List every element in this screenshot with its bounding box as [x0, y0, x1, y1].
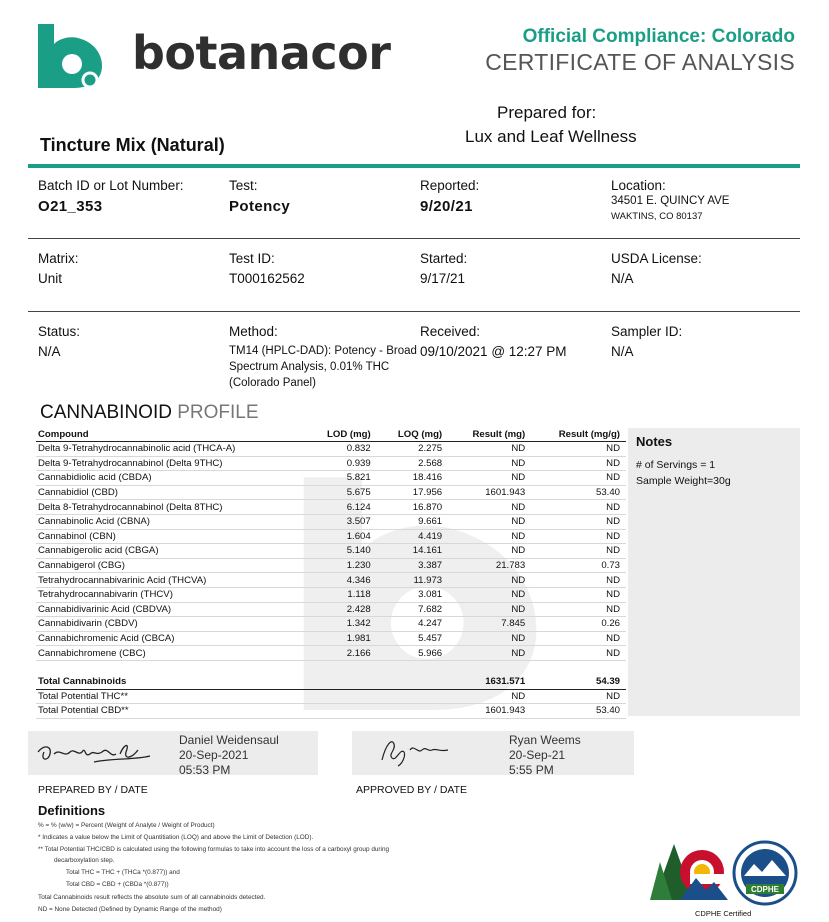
usda-label: USDA License:	[611, 251, 702, 266]
received-value: 09/10/2021 @ 12:27 PM	[420, 344, 567, 359]
location-label: Location:	[611, 178, 666, 193]
testid-label: Test ID:	[229, 251, 275, 266]
batch-value: O21_353	[38, 198, 103, 215]
table-cell: 2.568	[377, 456, 448, 471]
spacer-cell	[531, 660, 626, 674]
table-cell: ND	[448, 456, 531, 471]
table-row	[36, 544, 626, 559]
table-cell: 53.40	[531, 485, 626, 500]
table-cell: ND	[531, 456, 626, 471]
definition-line: * Indicates a value below the Limit of Quantitiation (LOQ) and above the Limit of Detection (LOD).	[38, 834, 314, 841]
table-cell: 0.832	[306, 442, 377, 457]
table-cell: 7.845	[448, 617, 531, 632]
batch-label: Batch ID or Lot Number:	[38, 178, 184, 193]
column-header: Result (mg)	[448, 428, 531, 442]
table-cell: ND	[531, 587, 626, 602]
compound-name: Tetrahydrocannabivarin (THCV)	[36, 587, 306, 602]
compound-name: Total Potential CBD**	[36, 704, 306, 719]
table-cell	[306, 689, 377, 704]
started-value: 9/17/21	[420, 271, 466, 286]
location-line2: WAKTINS, CO 80137	[611, 211, 703, 222]
table-cell: ND	[531, 544, 626, 559]
approver-signature-icon	[376, 734, 456, 768]
table-cell: 1.230	[306, 558, 377, 573]
notes-panel	[628, 428, 800, 716]
table-cell: 54.39	[531, 674, 626, 689]
definition-line: ND = None Detected (Defined by Dynamic Range of the method)	[38, 906, 222, 913]
compound-name: Delta 9-Tetrahydrocannabinolic acid (THCA-A)	[36, 442, 306, 457]
coa-title: CERTIFICATE OF ANALYSIS	[485, 49, 795, 75]
definition-line: Total THC = THC + (THCa *(0.877)) and	[66, 869, 180, 876]
test-label: Test:	[229, 178, 258, 193]
table-cell: 5.140	[306, 544, 377, 559]
compound-name: Cannabigerol (CBG)	[36, 558, 306, 573]
received-label: Received:	[420, 324, 481, 339]
table-cell: 1.342	[306, 617, 377, 632]
table-row	[36, 704, 626, 719]
method-line2: Spectrum Analysis, 0.01% THC	[229, 361, 390, 373]
compound-name: Cannabichromene (CBC)	[36, 646, 306, 661]
table-row	[36, 529, 626, 544]
table-row	[36, 587, 626, 602]
compound-name: Cannabidiol (CBD)	[36, 485, 306, 500]
table-row	[36, 558, 626, 573]
test-value: Potency	[229, 198, 291, 215]
table-cell: 0.73	[531, 558, 626, 573]
table-cell: ND	[531, 646, 626, 661]
approver-name: Ryan Weems	[509, 733, 581, 747]
reported-value: 9/20/21	[420, 198, 473, 215]
definition-line: ** Total Potential THC/CBD is calculated using the following formulas to take into account the loss of a carboxyl group during	[38, 846, 390, 853]
table-cell: 4.419	[377, 529, 448, 544]
compound-name: Total Cannabinoids	[36, 674, 306, 689]
spacer-cell	[377, 660, 448, 674]
table-cell: ND	[448, 529, 531, 544]
row-divider	[28, 238, 800, 239]
client-name: Lux and Leaf Wellness	[465, 127, 637, 146]
table-cell: 1601.943	[448, 704, 531, 719]
table-cell: ND	[448, 689, 531, 704]
notes-weight: Sample Weight=30g	[636, 475, 731, 487]
definition-line: % = % (w/w) = Percent (Weight of Analyte / Weight of Product)	[38, 822, 215, 829]
table-row	[36, 573, 626, 588]
spacer-cell	[36, 660, 306, 674]
table-cell: 17.956	[377, 485, 448, 500]
definition-line: Total CBD = CBD + (CBDa *(0.877))	[66, 881, 169, 888]
botanacor-logo-icon	[36, 22, 104, 88]
table-cell: 3.387	[377, 558, 448, 573]
approved-by-caption: APPROVED BY / DATE	[356, 784, 468, 796]
table-cell: ND	[448, 442, 531, 457]
compound-name: Cannabidivarin (CBDV)	[36, 617, 306, 632]
compound-name: Cannabichromenic Acid (CBCA)	[36, 631, 306, 646]
table-cell: 14.161	[377, 544, 448, 559]
table-body	[36, 442, 626, 719]
preparer-time: 05:53 PM	[179, 763, 231, 777]
table-cell: ND	[531, 500, 626, 515]
brand-name: botanacor	[132, 26, 391, 80]
definition-line: decarboxylation step.	[54, 857, 115, 864]
testid-value: T000162562	[229, 271, 305, 286]
column-header: Compound	[36, 428, 306, 442]
table-cell: 1.118	[306, 587, 377, 602]
compound-name: Delta 8-Tetrahydrocannabinol (Delta 8THC)	[36, 500, 306, 515]
table-cell: 5.457	[377, 631, 448, 646]
table-cell: ND	[448, 573, 531, 588]
header-divider	[28, 164, 800, 168]
column-header: LOQ (mg)	[377, 428, 448, 442]
spacer-cell	[448, 660, 531, 674]
table-cell: 0.26	[531, 617, 626, 632]
compound-name: Total Potential THC**	[36, 689, 306, 704]
table-cell: 18.416	[377, 471, 448, 486]
table-cell: ND	[448, 646, 531, 661]
location-line1: 34501 E. QUINCY AVE	[611, 195, 730, 207]
table-cell: 4.247	[377, 617, 448, 632]
table-cell: 2.428	[306, 602, 377, 617]
table-cell: 2.166	[306, 646, 377, 661]
compound-name: Delta 9-Tetrahydrocannabinol (Delta 9THC)	[36, 456, 306, 471]
status-value: N/A	[38, 344, 61, 359]
method-label: Method:	[229, 324, 278, 339]
cdphe-seal-icon	[732, 840, 798, 906]
table-row	[36, 617, 626, 632]
table-cell: ND	[531, 529, 626, 544]
table-cell: ND	[448, 544, 531, 559]
method-line3: (Colorado Panel)	[229, 377, 316, 389]
table-cell: 53.40	[531, 704, 626, 719]
method-line1: TM14 (HPLC-DAD): Potency - Broad	[229, 345, 417, 357]
table-cell: 5.675	[306, 485, 377, 500]
product-name: Tincture Mix (Natural)	[40, 135, 225, 155]
table-cell: ND	[448, 514, 531, 529]
table-row	[36, 485, 626, 500]
prepared-by-caption: PREPARED BY / DATE	[38, 784, 148, 796]
table-cell: 0.939	[306, 456, 377, 471]
sampler-label: Sampler ID:	[611, 324, 683, 339]
table-spacer-row	[36, 660, 626, 674]
table-cell	[306, 704, 377, 719]
table-cell: 2.275	[377, 442, 448, 457]
table-cell: 11.973	[377, 573, 448, 588]
table-cell: 3.507	[306, 514, 377, 529]
cannabinoid-table	[36, 428, 626, 719]
table-cell: 7.682	[377, 602, 448, 617]
table-cell: ND	[448, 631, 531, 646]
table-cell: ND	[531, 471, 626, 486]
cannabinoid-table-wrap	[36, 428, 626, 719]
table-cell	[377, 704, 448, 719]
table-cell: 1.604	[306, 529, 377, 544]
colorado-logo-icon	[650, 842, 730, 902]
table-row	[36, 674, 626, 689]
cdphe-certified-caption: CDPHE Certified	[695, 909, 752, 918]
compound-name: Cannabidivarinic Acid (CBDVA)	[36, 602, 306, 617]
compound-name: Cannabigerolic acid (CBGA)	[36, 544, 306, 559]
table-row	[36, 500, 626, 515]
cannabinoid-profile-title	[40, 402, 259, 424]
table-cell: ND	[531, 573, 626, 588]
approver-time: 5:55 PM	[509, 763, 554, 777]
table-cell: 1631.571	[448, 674, 531, 689]
table-cell: ND	[448, 471, 531, 486]
approver-date: 20-Sep-21	[509, 748, 566, 762]
table-cell: ND	[531, 514, 626, 529]
notes-servings: # of Servings = 1	[636, 459, 716, 471]
preparer-name: Daniel Weidensaul	[179, 733, 279, 747]
matrix-label: Matrix:	[38, 251, 79, 266]
started-label: Started:	[420, 251, 468, 266]
table-cell: 1.981	[306, 631, 377, 646]
table-row	[36, 442, 626, 457]
matrix-value: Unit	[38, 271, 63, 286]
definition-line: Total Cannabinoids result reflects the absolute sum of all cannabinoids detected.	[38, 894, 266, 901]
status-label: Status:	[38, 324, 81, 339]
table-cell: 4.346	[306, 573, 377, 588]
spacer-cell	[306, 660, 377, 674]
table-cell: ND	[448, 602, 531, 617]
compound-name: Cannabinol (CBN)	[36, 529, 306, 544]
compound-name: Tetrahydrocannabivarinic Acid (THCVA)	[36, 573, 306, 588]
prepared-for-label: Prepared for:	[497, 103, 597, 122]
table-cell	[377, 689, 448, 704]
preparer-signature-icon	[34, 738, 154, 770]
table-cell: ND	[531, 602, 626, 617]
table-cell: ND	[531, 631, 626, 646]
title-light: PROFILE	[177, 402, 259, 423]
table-cell: 1601.943	[448, 485, 531, 500]
column-header: Result (mg/g)	[531, 428, 626, 442]
compliance-heading: Official Compliance: Colorado	[522, 26, 795, 47]
cdphe-seal-text: CDPHE	[750, 885, 780, 894]
table-cell: 6.124	[306, 500, 377, 515]
table-cell: ND	[531, 689, 626, 704]
table-cell	[377, 674, 448, 689]
reported-label: Reported:	[420, 178, 480, 193]
table-cell: 9.661	[377, 514, 448, 529]
table-row	[36, 471, 626, 486]
table-row	[36, 646, 626, 661]
sampler-value: N/A	[611, 344, 634, 359]
column-header: LOD (mg)	[306, 428, 377, 442]
title-dark: CANNABINOID	[40, 402, 172, 423]
compound-name: Cannabinolic Acid (CBNA)	[36, 514, 306, 529]
table-cell: 5.821	[306, 471, 377, 486]
table-cell: 16.870	[377, 500, 448, 515]
table-cell: ND	[448, 500, 531, 515]
compound-name: Cannabidiolic acid (CBDA)	[36, 471, 306, 486]
table-cell: 3.081	[377, 587, 448, 602]
table-row	[36, 456, 626, 471]
usda-value: N/A	[611, 271, 634, 286]
table-row	[36, 514, 626, 529]
table-cell: 5.966	[377, 646, 448, 661]
table-row	[36, 689, 626, 704]
notes-title: Notes	[636, 434, 673, 449]
table-header-row	[36, 428, 626, 442]
table-cell: ND	[448, 587, 531, 602]
table-cell: 21.783	[448, 558, 531, 573]
table-row	[36, 602, 626, 617]
preparer-date: 20-Sep-2021	[179, 748, 249, 762]
table-cell: ND	[531, 442, 626, 457]
table-cell	[306, 674, 377, 689]
row-divider	[28, 311, 800, 312]
definitions-title: Definitions	[38, 803, 106, 818]
table-row	[36, 631, 626, 646]
